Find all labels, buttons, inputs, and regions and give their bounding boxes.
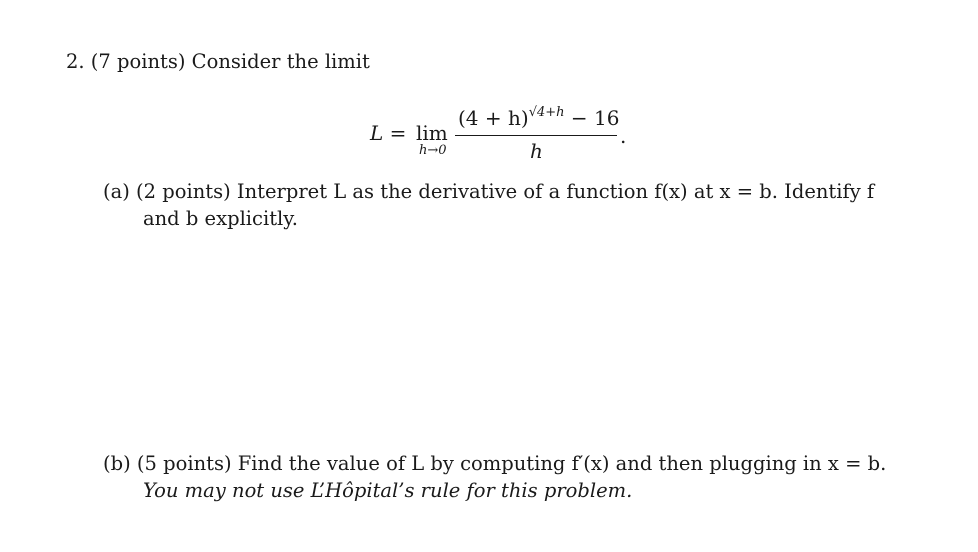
- fraction-numerator: [458, 106, 619, 130]
- numerator-base: (4 + h): [458, 106, 529, 130]
- lim-subscript: h→0: [419, 143, 447, 158]
- fraction-denominator: h: [530, 139, 543, 163]
- lim-operator: lim: [416, 121, 448, 145]
- problem-header: 2. (7 points) Consider the limit: [66, 50, 370, 73]
- numerator-rest: − 16: [564, 106, 620, 130]
- part-a-question-line1: (a) (2 points) Interpret L as the derivative of a function f(x) at x = b. Identify f: [103, 180, 875, 203]
- fraction-bar: [455, 135, 617, 136]
- equation-lhs: L =: [370, 121, 407, 145]
- part-a-question-line2: and b explicitly.: [143, 207, 298, 230]
- part-b-note: You may not use L’Hôpital’s rule for this problem.: [143, 479, 633, 502]
- equation-period: .: [620, 124, 627, 148]
- part-b-question-line1: (b) (5 points) Find the value of L by computing f′(x) and then plugging in x = b.: [103, 452, 887, 475]
- numerator-exponent: √4+h: [528, 105, 565, 120]
- limit-equation: [370, 100, 650, 170]
